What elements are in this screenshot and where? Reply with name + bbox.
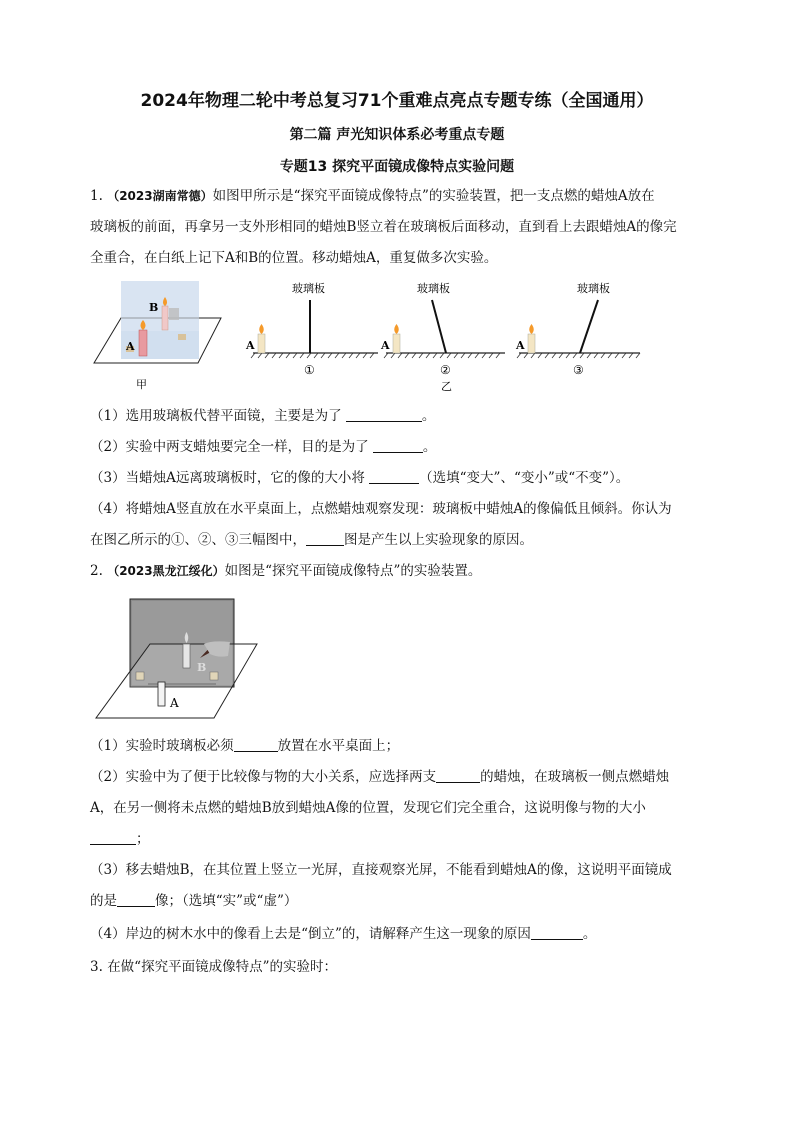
q1-fig-yi-1-label-a: A	[246, 339, 255, 352]
q1-part-2-answer-blank[interactable]	[373, 438, 423, 453]
q1-fig-yi-2-glass-label: 玻璃板	[417, 282, 450, 295]
q2-part-4-answer-blank[interactable]	[531, 925, 583, 940]
q3-stem-text: 在做“探究平面镜成像特点”的实验时：	[107, 959, 337, 975]
q1-part-4-line-1: （4）将蜡烛A竖直放在水平桌面上，点燃蜡烛观察发现：玻璃板中蜡烛A的像偏低且倾斜。你认为	[90, 501, 672, 517]
q1-fig-yi-3-glass-label: 玻璃板	[577, 282, 610, 295]
q2-part-2-line-1	[90, 767, 710, 787]
q1-stem-line-2: 玻璃板的前面，再拿另一支外形相同的蜡烛B竖立着在玻璃板后面移动，直到看上去跟蜡烛A的像完	[90, 219, 677, 235]
q1-source: （2023湖南常德）	[107, 189, 213, 203]
q1-fig-yi-2-label-a: A	[381, 339, 390, 352]
q1-part-2	[90, 437, 710, 457]
q2-part-3-line-2	[90, 891, 710, 911]
q2-part-4-end: 。	[582, 926, 597, 942]
q2-part-3-end: 像；（选填“实”或“虚”）	[155, 893, 298, 909]
q2-part-2-line-2: A，在另一侧将未点燃的蜡烛B放到蜡烛A像的位置，发现它们完全重合，这说明像与物的大小	[90, 800, 646, 816]
q2-part-2-answer-blank-1[interactable]	[436, 768, 480, 783]
q1-part-3-text: （3）当蜡烛A远离玻璃板时，它的像的大小将	[90, 470, 370, 486]
topic-heading: 专题13 探究平面镜成像特点实验问题	[279, 159, 515, 175]
q1-fig-yi-caption: 乙	[441, 380, 452, 393]
q2-part-3-text: 的是	[90, 893, 117, 909]
q3-number: 3.	[90, 959, 103, 975]
q2-number: 2.	[90, 563, 103, 579]
q2-part-2-continued: 的蜡烛，在玻璃板一侧点燃蜡烛	[480, 769, 670, 785]
q1-figure-yi	[240, 278, 650, 393]
q1-fig-jia-label-a: A	[126, 340, 135, 353]
q1-part-4-line-2	[90, 530, 710, 550]
q2-part-1-text: （1）实验时玻璃板必须	[90, 738, 234, 754]
q2-part-1-end: 放置在水平桌面上；	[277, 738, 400, 754]
q2-part-2-text: （2）实验中为了便于比较像与物的大小关系，应选择两支	[90, 769, 437, 785]
q2-part-3-line-1: （3）移去蜡烛B，在其位置上竖立一光屏，直接观察光屏，不能看到蜡烛A的像，这说明平面镜成	[90, 862, 672, 878]
document-title: 2024年物理二轮中考总复习71个重难点亮点专题专练（全国通用）	[140, 91, 654, 111]
q2-fig-label-a: A	[170, 696, 179, 710]
q1-number: 1.	[90, 188, 103, 204]
q1-part-4-text: 在图乙所示的①、②、③三幅图中，	[90, 532, 306, 548]
q3-stem	[90, 957, 710, 977]
q2-part-1	[90, 736, 710, 756]
q2-figure	[92, 596, 262, 724]
q1-fig-yi-1-glass-label: 玻璃板	[292, 282, 325, 295]
q1-part-2-text: （2）实验中两支蜡烛要完全一样，目的是为了	[90, 439, 373, 455]
q1-fig-yi-3-number: ③	[573, 363, 584, 377]
q1-fig-yi-3-label-a: A	[516, 339, 525, 352]
q1-part-3	[90, 468, 710, 488]
q1-part-1-answer-blank[interactable]	[346, 407, 422, 422]
q2-part-4-text: （4）岸边的树木水中的像看上去是“倒立”的，请解释产生这一现象的原因	[90, 926, 531, 942]
q1-fig-yi-2-number: ②	[440, 363, 451, 377]
q2-part-2-answer-blank-2[interactable]	[90, 830, 136, 845]
q2-fig-label-b: B	[197, 661, 207, 674]
q1-fig-yi-1-number: ①	[304, 363, 315, 377]
q1-part-3-answer-blank[interactable]	[369, 469, 419, 484]
q2-part-4	[90, 924, 710, 944]
q2-part-3-answer-blank[interactable]	[117, 892, 155, 907]
q1-stem-line-1	[90, 186, 710, 206]
q1-part-2-end: 。	[422, 439, 437, 455]
q1-stem-line-3: 全重合，在白纸上记下A和B的位置。移动蜡烛A，重复做多次实验。	[90, 250, 498, 266]
q1-part-1-text: （1）选用玻璃板代替平面镜，主要是为了	[90, 408, 346, 424]
q1-part-1	[90, 406, 710, 426]
q1-fig-jia-caption: 甲	[136, 378, 147, 391]
q2-source: （2023黑龙江绥化）	[107, 564, 225, 578]
q1-part-3-end: （选填“变大”、“变小”或“不变”）。	[419, 470, 630, 486]
q1-figure-jia	[86, 278, 236, 393]
part-heading: 第二篇 声光知识体系必考重点专题	[289, 127, 505, 143]
q2-part-2-line-3	[90, 829, 710, 849]
q1-part-1-end: 。	[421, 408, 436, 424]
q2-stem	[90, 561, 710, 581]
q1-stem-text-1: 如图甲所示是“探究平面镜成像特点”的实验装置，把一支点燃的蜡烛A放在	[212, 188, 655, 204]
q2-part-2-end: ；	[136, 831, 150, 847]
q2-stem-text: 如图是“探究平面镜成像特点”的实验装置。	[224, 563, 482, 579]
q2-part-1-answer-blank[interactable]	[234, 737, 278, 752]
q1-part-4-answer-blank[interactable]	[306, 531, 344, 546]
q1-part-4-end: 图是产生以上实验现象的原因。	[344, 532, 533, 548]
q1-fig-jia-label-b: B	[149, 301, 159, 314]
